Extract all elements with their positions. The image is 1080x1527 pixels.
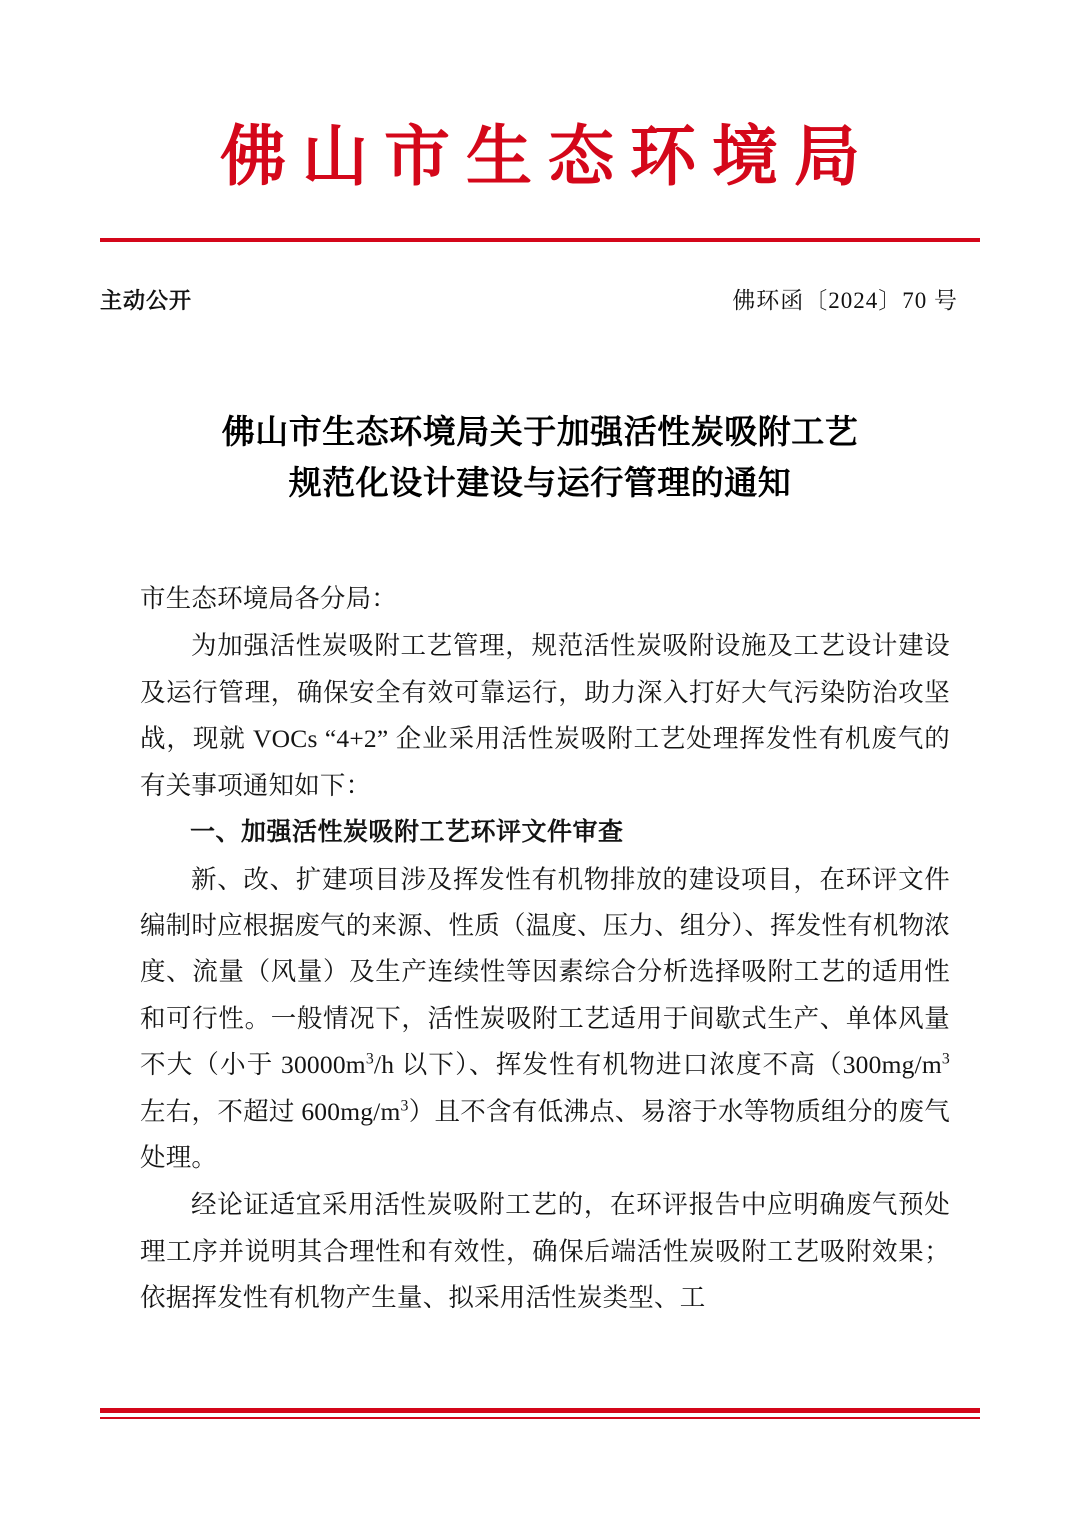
para2-text-2: /h 以下）、挥发性有机物进口浓度不高（300mg/m (373, 1050, 942, 1080)
issuing-organization: 佛山市生态环境局 (220, 121, 876, 194)
paragraph-section1-a (140, 857, 950, 1182)
addressee-line: 市生态环境局各分局： (140, 584, 398, 613)
header-divider-rule (100, 238, 980, 242)
para2-text-4: ）且不含有低沸点、易溶于水等物质组分的废气处理。 (140, 1096, 950, 1172)
footer-divider-rule (100, 1408, 980, 1413)
para2-superscript-2: 3 (941, 1050, 950, 1068)
section-heading-1: 一、加强活性炭吸附工艺环评文件审查 (190, 818, 624, 847)
para2-text-1: 新、改、扩建项目涉及挥发性有机物排放的建设项目，在环评文件编制时应根据废气的来源、性质（温度、压力、组分）、挥发性有机物浓度、流量（风量）及生产连续性等因素综合分析选择吸附工艺的适用性和可行性。一般情况下，活性炭吸附工艺适用于间歇式生产、单体风量不大（小于 30000m (140, 864, 950, 1080)
document-meta-row (100, 282, 980, 315)
paragraph-intro: 为加强活性炭吸附工艺管理，规范活性炭吸附设施及工艺设计建设及运行管理，确保安全有效可靠运行，助力深入打好大气污染防治攻坚战，现就 VOCs “4+2” 企业采用活性炭吸附工艺处理挥发性有机废气的有关事项通知如下： (140, 631, 950, 800)
para2-text-3: 左右，不超过 600mg/m (140, 1096, 401, 1126)
paragraph-section1-b: 经论证适宜采用活性炭吸附工艺的，在环评报告中应明确废气预处理工序并说明其合理性和有效性，确保后端活性炭吸附工艺吸附效果；依据挥发性有机物产生量、拟采用活性炭类型、工 (140, 1190, 950, 1313)
document-number: 佛环函〔2024〕70 号 (732, 288, 958, 313)
document-body (140, 576, 950, 1323)
page-title-line-1: 佛山市生态环境局关于加强活性炭吸附工艺 (221, 415, 859, 451)
para2-superscript-3: 3 (400, 1097, 409, 1115)
masthead (0, 120, 1080, 196)
page-title-line-2: 规范化设计建设与运行管理的通知 (288, 466, 792, 503)
para2-superscript-1: 3 (365, 1050, 374, 1068)
footer-divider-rule-thin (100, 1417, 980, 1419)
page-title (120, 408, 960, 510)
disclosure-type-label: 主动公开 (100, 288, 193, 313)
